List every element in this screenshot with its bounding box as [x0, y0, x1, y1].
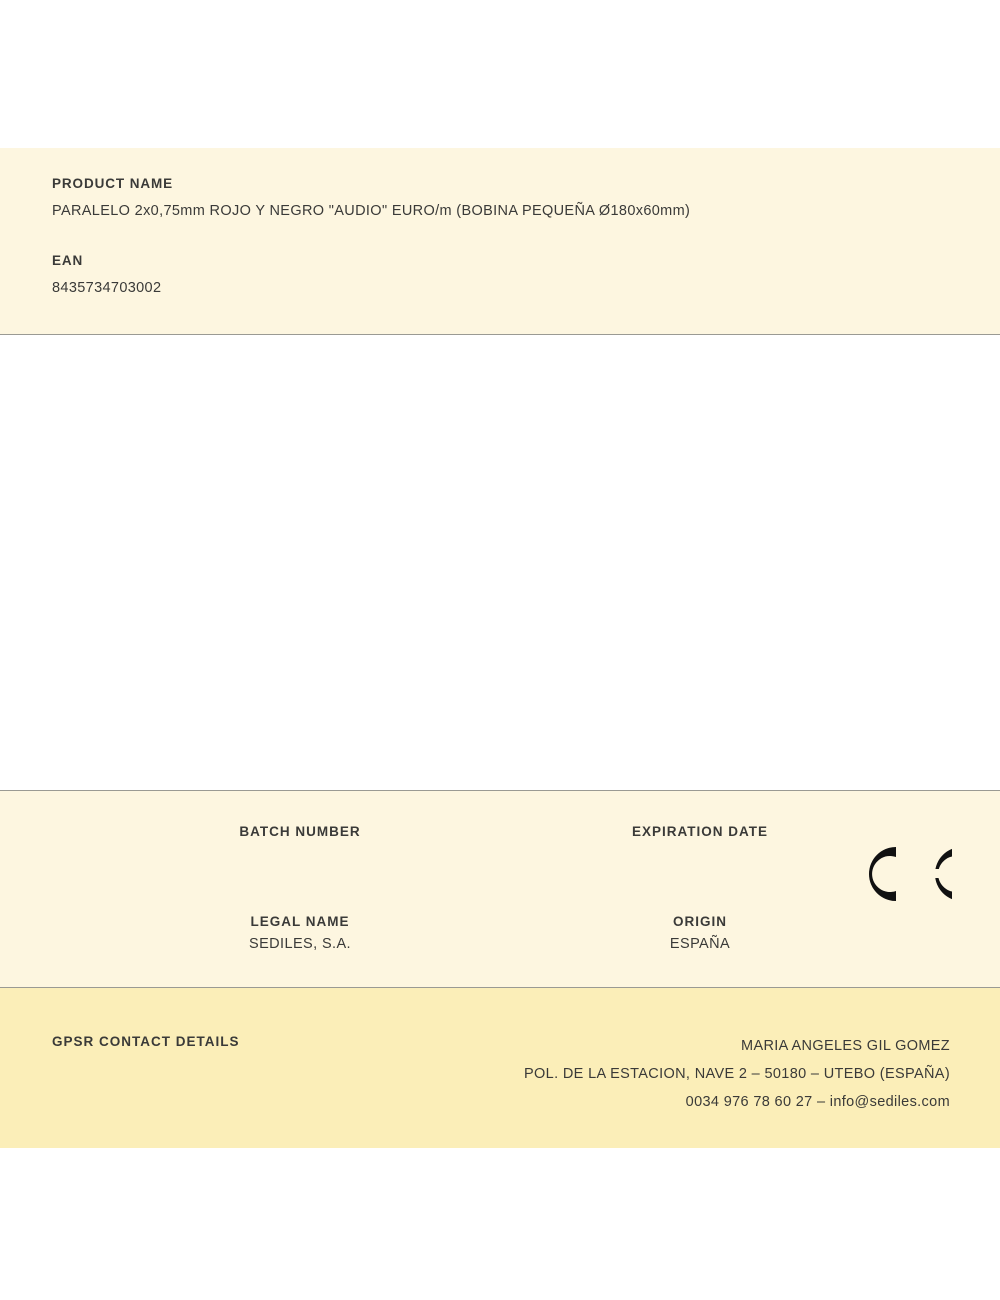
- gpsr-contact-section: [0, 988, 1000, 1148]
- product-info-section: [0, 148, 1000, 335]
- legal-name-label: LEGAL NAME: [250, 914, 350, 929]
- origin-field: [530, 914, 870, 952]
- ean-value: 8435734703002: [52, 280, 162, 296]
- product-name-value: PARALELO 2x0,75mm ROJO Y NEGRO "AUDIO" EURO/m (BOBINA PEQUEÑA Ø180x60mm): [52, 203, 691, 219]
- batch-number-field: [130, 824, 470, 846]
- expiration-date-label: EXPIRATION DATE: [631, 824, 768, 839]
- gpsr-contact-address: POL. DE LA ESTACION, NAVE 2 – 50180 – UTEBO (ESPAÑA): [524, 1066, 950, 1082]
- gpsr-contact-name: MARIA ANGELES GIL GOMEZ: [741, 1038, 950, 1054]
- gpsr-contact-phone-email: 0034 976 78 60 27 – info@sediles.com: [685, 1094, 950, 1110]
- blank-content-area: [0, 335, 1000, 790]
- gpsr-contact-label: GPSR CONTACT DETAILS: [52, 1034, 240, 1049]
- origin-value: ESPAÑA: [669, 936, 731, 952]
- batch-legal-section: [0, 790, 1000, 988]
- origin-label: ORIGIN: [672, 914, 727, 929]
- legal-name-field: [130, 914, 470, 952]
- ce-mark-icon: [856, 843, 952, 905]
- batch-number-label: BATCH NUMBER: [239, 824, 361, 839]
- ean-label: EAN: [52, 253, 84, 268]
- spacer: [52, 219, 948, 253]
- gpsr-contact-details: [524, 1032, 950, 1116]
- legal-name-value: SEDILES, S.A.: [249, 936, 351, 952]
- product-name-label: PRODUCT NAME: [52, 176, 174, 191]
- expiration-date-field: [530, 824, 870, 846]
